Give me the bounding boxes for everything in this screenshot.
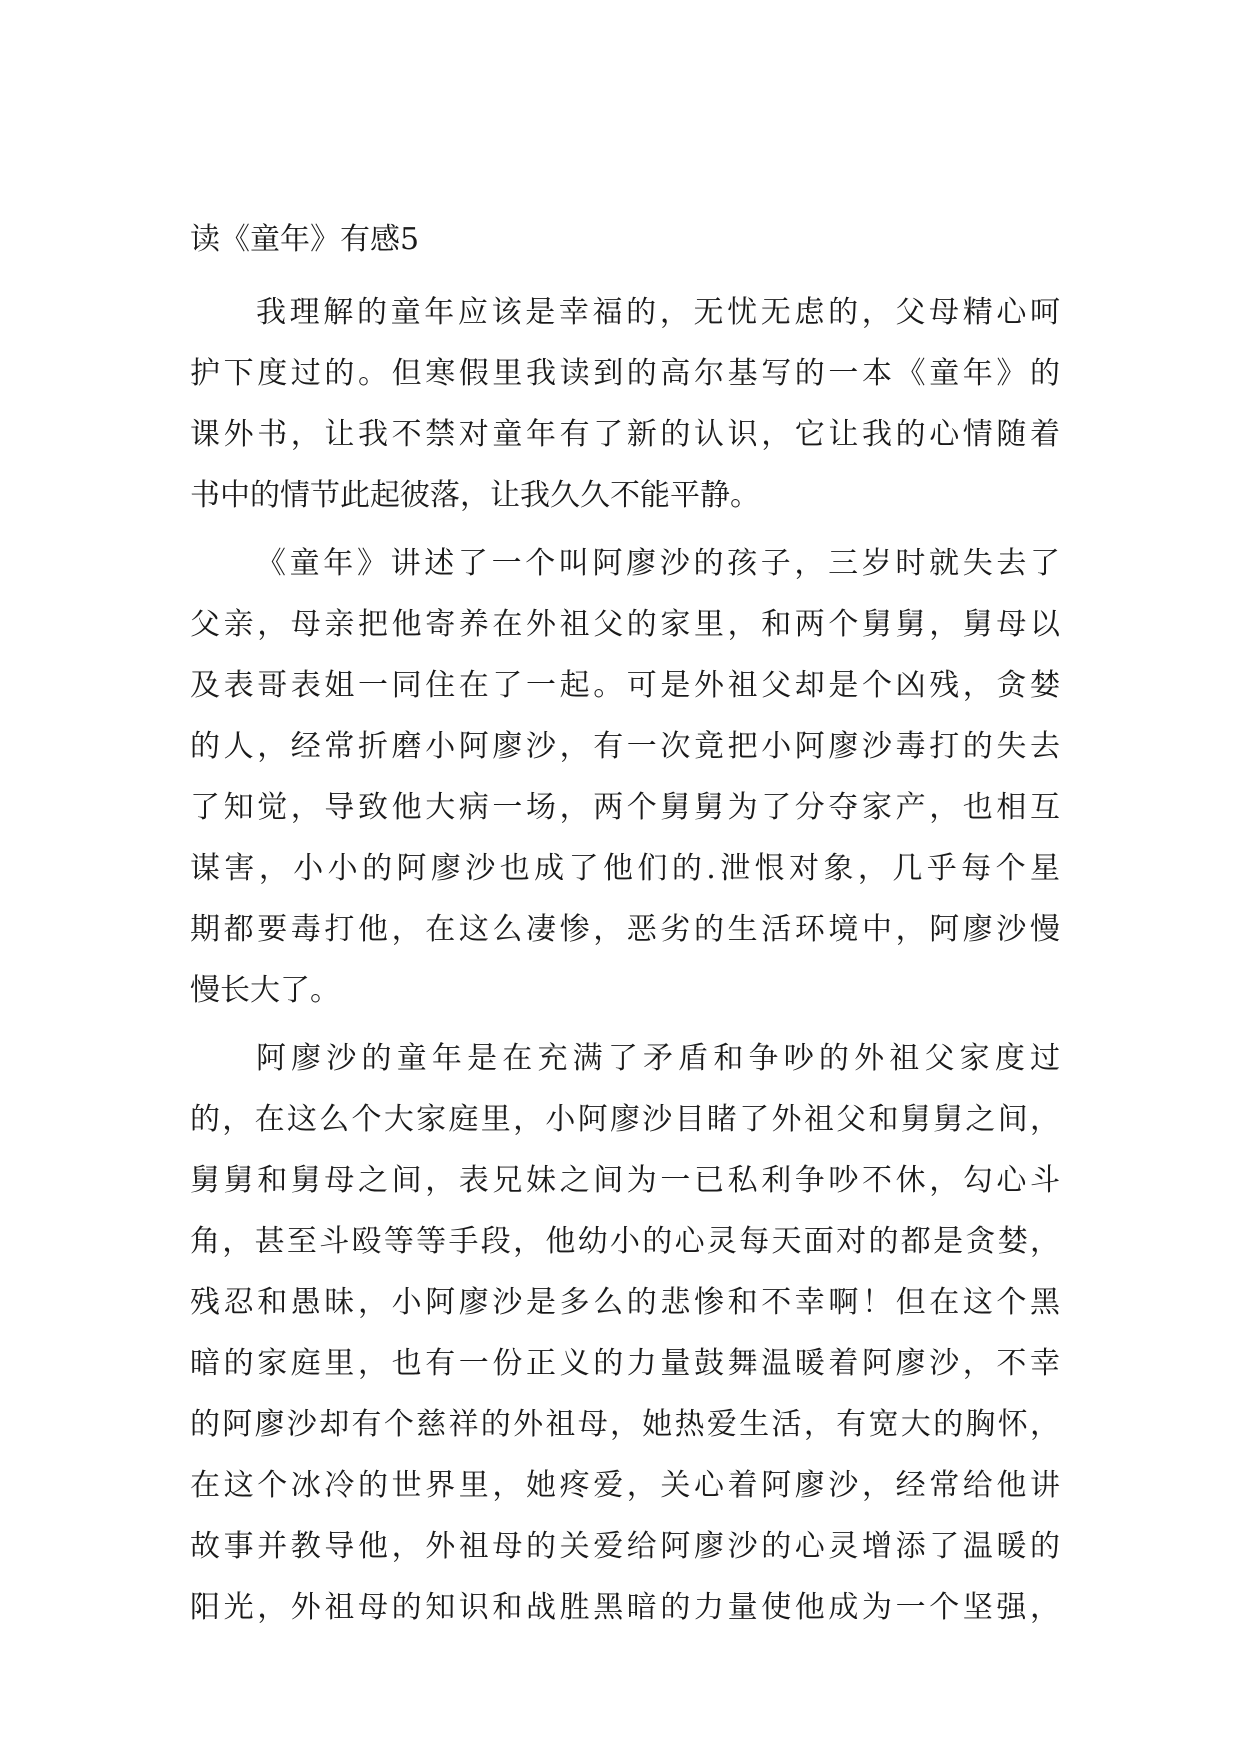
text-line: 角，甚至斗殴等等手段，他幼小的心灵每天面对的都是贪婪， xyxy=(190,1224,1060,1259)
text-line: 的人，经常折磨小阿廖沙，有一次竟把小阿廖沙毒打的失去 xyxy=(190,729,1060,764)
text-line: 残忍和愚昧，小阿廖沙是多么的悲惨和不幸啊！但在这个黑 xyxy=(190,1285,1060,1320)
paragraph-3 xyxy=(190,1028,1060,1638)
text-line: 了知觉，导致他大病一场，两个舅舅为了分夺家产，也相互 xyxy=(190,790,1060,825)
text-line: 慢长大了。 xyxy=(190,973,340,1008)
text-line: 阳光，外祖母的知识和战胜黑暗的力量使他成为一个坚强， xyxy=(190,1590,1060,1625)
text-line: 阿廖沙的童年是在充满了矛盾和争吵的外祖父家度过 xyxy=(256,1041,1060,1076)
text-line: 《童年》讲述了一个叫阿廖沙的孩子，三岁时就失去了 xyxy=(256,546,1060,581)
text-line: 暗的家庭里，也有一份正义的力量鼓舞温暖着阿廖沙，不幸 xyxy=(190,1346,1060,1381)
text-line: 期都要毒打他，在这么凄惨，恶劣的生活环境中，阿廖沙慢 xyxy=(190,912,1060,947)
text-line: 及表哥表姐一同住在了一起。可是外祖父却是个凶残，贪婪 xyxy=(190,668,1060,703)
document-title: 读《童年》有感5 xyxy=(190,222,420,257)
text-line: 我理解的童年应该是幸福的，无忧无虑的，父母精心呵 xyxy=(256,295,1060,330)
text-line: 舅舅和舅母之间，表兄妹之间为一已私利争吵不休，勾心斗 xyxy=(190,1163,1060,1198)
text-line: 故事并教导他，外祖母的关爱给阿廖沙的心灵增添了温暖的 xyxy=(190,1529,1060,1564)
text-line: 护下度过的。但寒假里我读到的高尔基写的一本《童年》的 xyxy=(190,356,1060,391)
text-line: 书中的情节此起彼落，让我久久不能平静。 xyxy=(190,478,760,513)
text-line: 父亲，母亲把他寄养在外祖父的家里，和两个舅舅，舅母以 xyxy=(190,607,1060,642)
paragraph-2 xyxy=(190,533,1060,1021)
paragraph-1 xyxy=(190,282,1060,526)
text-line: 的阿廖沙却有个慈祥的外祖母，她热爱生活，有宽大的胸怀， xyxy=(190,1407,1060,1442)
document-body xyxy=(190,282,1060,1645)
text-line: 的，在这么个大家庭里，小阿廖沙目睹了外祖父和舅舅之间， xyxy=(190,1102,1060,1137)
text-line: 谋害，小小的阿廖沙也成了他们的.泄恨对象，几乎每个星 xyxy=(190,851,1060,886)
text-line: 在这个冰冷的世界里，她疼爱，关心着阿廖沙，经常给他讲 xyxy=(190,1468,1060,1503)
text-line: 课外书，让我不禁对童年有了新的认识，它让我的心情随着 xyxy=(190,417,1060,452)
